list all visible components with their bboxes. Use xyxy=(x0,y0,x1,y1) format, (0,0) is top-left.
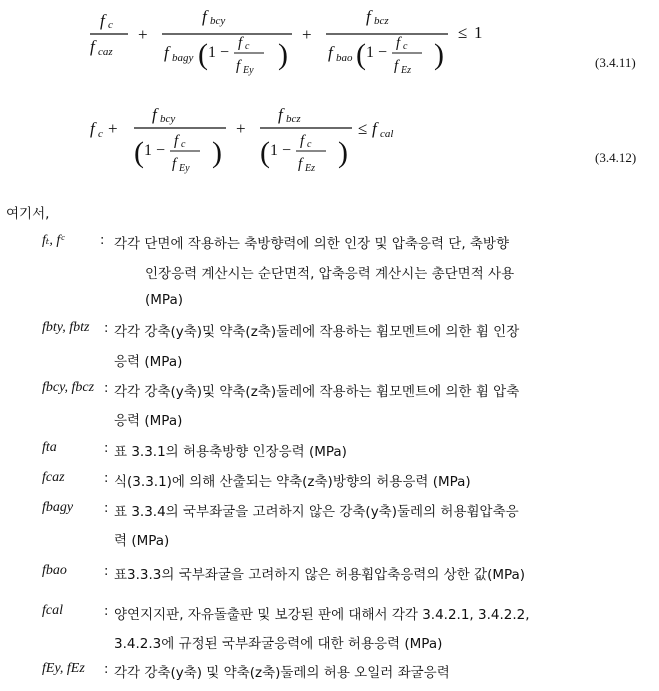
svg-text:c: c xyxy=(108,19,113,31)
def-colon: : xyxy=(104,662,109,677)
svg-text:bcy: bcy xyxy=(210,15,226,27)
def-symbol: fbagy xyxy=(42,500,74,515)
svg-text:f: f xyxy=(366,7,371,26)
equation-3-4-11-math xyxy=(80,0,520,82)
svg-text:f: f xyxy=(328,43,333,62)
svg-text:f: f xyxy=(236,58,241,74)
def-line: 표3.3.3의 국부좌굴을 고려하지 않은 허용휨압축응력의 상한 값(MPa) xyxy=(114,567,526,583)
svg-text:c: c xyxy=(307,139,312,150)
svg-text:f: f xyxy=(238,35,243,51)
def-symbol: fta xyxy=(42,440,57,455)
def-colon: : xyxy=(104,321,109,336)
svg-text:f: f xyxy=(298,156,303,172)
equation-number: (3.4.11) xyxy=(595,55,636,70)
svg-text:f: f xyxy=(372,119,377,138)
svg-text:Ey: Ey xyxy=(243,65,254,76)
equation-3-4-11 xyxy=(80,0,520,82)
svg-text:(: ( xyxy=(134,136,144,169)
svg-text:+: + xyxy=(236,119,246,138)
def-line: 응력 (MPa) xyxy=(114,413,183,429)
svg-text:f: f xyxy=(396,35,401,51)
def-symbol: fbao xyxy=(42,563,67,578)
svg-text:1: 1 xyxy=(270,142,278,159)
svg-text:c: c xyxy=(98,128,103,140)
def-line: 표 3.3.1의 허용축방향 인장응력 (MPa) xyxy=(114,444,347,460)
svg-text:f: f xyxy=(278,105,283,124)
svg-text:bagy: bagy xyxy=(172,52,194,64)
svg-text:bao: bao xyxy=(336,52,353,64)
svg-text:f: f xyxy=(90,119,95,138)
intro-text: 여기서, xyxy=(6,206,50,222)
def-line: 각각 강축(y축)및 약축(z축)둘레에 작용하는 휨모멘트에 의한 휨 압축 xyxy=(114,384,520,400)
def-line: 각각 단면에 작용하는 축방향력에 의한 인장 및 압축응력 단, 축방향 xyxy=(114,236,510,252)
svg-text:(: ( xyxy=(260,136,270,169)
def-line: 각각 강축(y축)및 약축(z축)둘레에 작용하는 휨모멘트에 의한 휨 인장 xyxy=(114,324,520,340)
svg-text:cal: cal xyxy=(380,128,394,140)
svg-text:f: f xyxy=(202,7,207,26)
svg-text:f: f xyxy=(172,156,177,172)
def-colon: : xyxy=(104,471,109,486)
def-symbol: fbcy, fbcz xyxy=(42,380,95,395)
svg-text:f: f xyxy=(394,58,399,74)
svg-text:+: + xyxy=(302,25,312,44)
svg-text:Ez: Ez xyxy=(305,163,315,174)
def-line: 응력 (MPa) xyxy=(114,354,183,370)
def-line: 각각 강축(y축) 및 약축(z축)둘레의 허용 오일러 좌굴응력 xyxy=(114,665,450,681)
def-colon: : xyxy=(104,441,109,456)
def-line: 표 3.3.4의 국부좌굴을 고려하지 않은 강축(y축)둘레의 허용휨압축응 xyxy=(114,504,519,520)
def-line: 인장응력 계산시는 순단면적, 압축응력 계산시는 총단면적 사용 xyxy=(145,266,515,282)
svg-text:): ) xyxy=(338,136,348,169)
svg-text:+: + xyxy=(108,119,118,138)
equation-3-4-12 xyxy=(80,100,500,182)
svg-text:): ) xyxy=(212,136,222,169)
svg-text:≤: ≤ xyxy=(358,119,368,138)
def-colon: : xyxy=(104,381,109,396)
svg-text:−: − xyxy=(378,44,388,61)
def-symbol: fEy, fEz xyxy=(42,661,85,676)
equation-number: (3.4.12) xyxy=(595,150,637,165)
svg-text:1: 1 xyxy=(208,44,216,61)
svg-text:c: c xyxy=(403,41,408,52)
svg-text:f: f xyxy=(164,43,169,62)
def-line: 3.4.2.3에 규정된 국부좌굴응력에 대한 허용응력 (MPa) xyxy=(114,636,443,652)
svg-text:bcz: bcz xyxy=(286,113,301,125)
def-symbol: fₜ, fᶜ xyxy=(42,233,64,248)
svg-text:f: f xyxy=(300,133,305,149)
def-line: 식(3.3.1)에 의해 산출되는 약축(z축)방향의 허용응력 (MPa) xyxy=(114,474,471,490)
svg-text:bcy: bcy xyxy=(160,113,176,125)
svg-text:): ) xyxy=(278,38,288,71)
def-colon: : xyxy=(104,604,109,619)
svg-text:bcz: bcz xyxy=(374,15,389,27)
svg-text:1: 1 xyxy=(366,44,374,61)
svg-text:−: − xyxy=(156,142,166,159)
def-line: 력 (MPa) xyxy=(114,533,170,549)
def-symbol: fcal xyxy=(42,603,63,618)
svg-text:f: f xyxy=(152,105,157,124)
equation-3-4-12-math xyxy=(80,100,500,182)
svg-text:−: − xyxy=(282,142,292,159)
svg-text:1: 1 xyxy=(144,142,152,159)
svg-text:Ey: Ey xyxy=(179,163,190,174)
svg-text:−: − xyxy=(220,44,230,61)
def-colon: : xyxy=(104,501,109,516)
svg-text:f: f xyxy=(100,11,105,30)
def-line: 양연지지판, 자유돌출판 및 보강된 판에 대해서 각각 3.4.2.1, 3.4.2.2, xyxy=(114,607,530,623)
svg-text:(: ( xyxy=(198,38,208,71)
svg-text:caz: caz xyxy=(98,46,113,58)
def-colon: : xyxy=(104,564,109,579)
svg-text:f: f xyxy=(90,37,95,56)
svg-text:+: + xyxy=(138,25,148,44)
svg-text:≤: ≤ xyxy=(458,23,468,42)
svg-text:Ez: Ez xyxy=(401,65,411,76)
svg-text:): ) xyxy=(434,38,444,71)
svg-text:1: 1 xyxy=(474,23,483,42)
svg-text:(: ( xyxy=(356,38,366,71)
def-line: (MPa) xyxy=(145,292,183,308)
svg-text:f: f xyxy=(174,133,179,149)
def-colon: : xyxy=(100,233,105,248)
def-symbol: fbty, fbtz xyxy=(42,320,90,335)
def-symbol: fcaz xyxy=(42,470,65,485)
svg-text:c: c xyxy=(181,139,186,150)
svg-text:c: c xyxy=(245,41,250,52)
